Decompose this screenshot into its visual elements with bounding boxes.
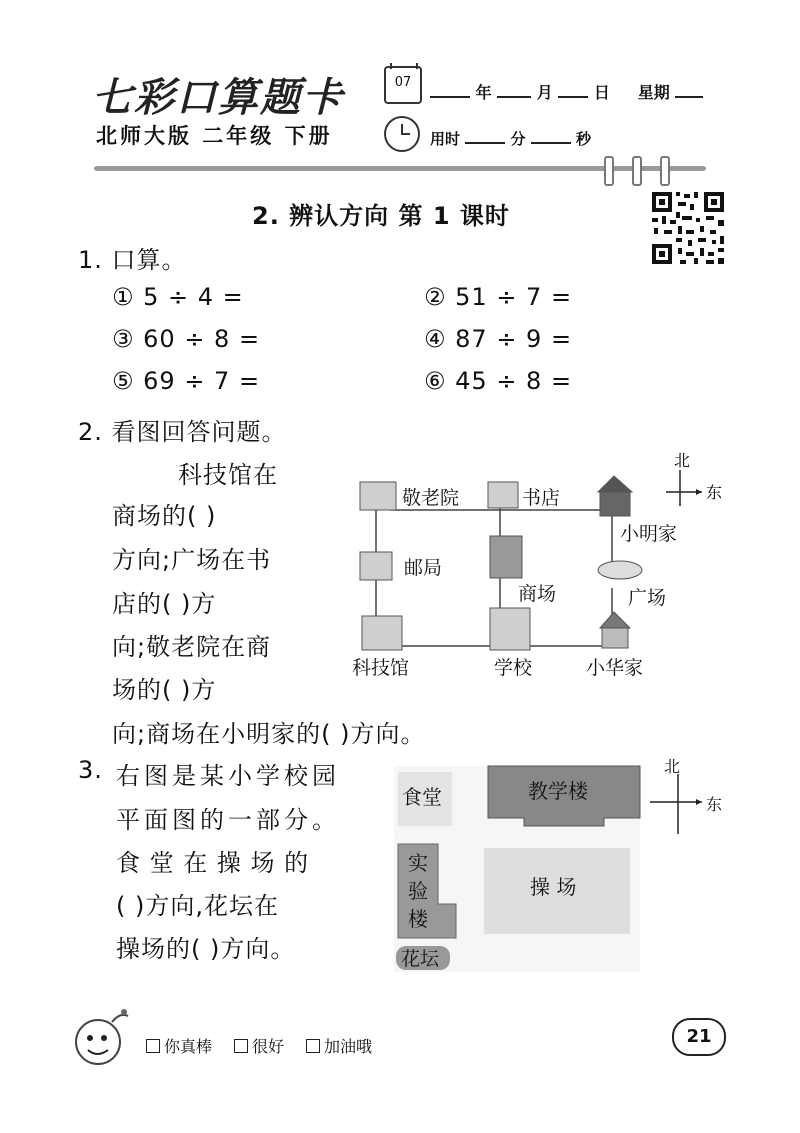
square-icon — [598, 561, 642, 579]
map-place-label: 广场 — [628, 587, 667, 609]
q1-heading: 1. 口算。 — [78, 246, 187, 274]
calendar-icon — [384, 66, 422, 104]
q1-item: ⑤ 69 ÷ 7 = — [112, 367, 261, 395]
lab-building-label: 验 — [408, 879, 428, 903]
map-place-label: 科技馆 — [352, 657, 410, 679]
xiaohua-home-icon — [602, 628, 628, 648]
direction-map — [350, 448, 730, 688]
compass-icon — [666, 470, 702, 506]
edition-label: 北师大版 二年级 下册 — [96, 124, 333, 148]
lab-building-label: 实 — [408, 851, 428, 875]
q2-line: 商场的( ) — [112, 502, 217, 530]
date-line — [430, 80, 703, 103]
flower-bed-label: 花坛 — [401, 948, 440, 970]
q1-item: ① 5 ÷ 4 = — [112, 283, 244, 311]
time-min-label: 分 — [510, 130, 526, 148]
q2-line: 店的( )方 — [112, 590, 217, 618]
rating-option[interactable] — [234, 1034, 284, 1057]
xiaoming-home-icon — [600, 492, 630, 516]
date-year-label: 年 — [475, 83, 492, 102]
map-place-label: 邮局 — [404, 557, 443, 579]
header-rule — [94, 166, 706, 171]
q3-number: 3. — [78, 756, 103, 784]
q1-item: ③ 60 ÷ 8 = — [112, 325, 261, 353]
map-east-label: 东 — [706, 483, 723, 502]
checkbox-icon[interactable] — [146, 1039, 160, 1053]
lesson-title: 2. 辨认方向 第 1 课时 — [252, 202, 510, 230]
rating-option[interactable] — [306, 1034, 372, 1057]
plan-east-label: 东 — [706, 795, 723, 814]
time-line — [430, 128, 591, 149]
q2-line: 向;敬老院在商 — [112, 633, 272, 661]
home-roof-icon — [598, 476, 632, 492]
q2-line: 向;商场在小明家的( )方向。 — [112, 720, 426, 748]
brand-logo: 七彩口算题卡 — [92, 74, 344, 121]
cartoon-mascot-icon — [64, 1004, 134, 1074]
spiral-ring — [632, 156, 642, 186]
q1-item: ⑥ 45 ÷ 8 = — [424, 367, 573, 395]
lab-building-label: 楼 — [408, 907, 428, 931]
canteen-label: 食堂 — [402, 785, 442, 809]
checkbox-icon[interactable] — [306, 1039, 320, 1053]
map-place-label: 学校 — [494, 657, 533, 679]
plan-north-label: 北 — [664, 757, 681, 776]
qr-code-icon — [650, 190, 726, 266]
rating-option[interactable] — [146, 1034, 212, 1057]
q3-line: 右图是某小学校园 — [116, 762, 340, 790]
q3-line: 平面图的一部分。 — [116, 806, 340, 834]
spiral-ring — [604, 156, 614, 186]
mall-icon — [490, 536, 522, 578]
q1-item: ④ 87 ÷ 9 = — [424, 325, 573, 353]
map-place-label: 敬老院 — [402, 487, 460, 509]
checkbox-icon[interactable] — [234, 1039, 248, 1053]
date-month-label: 月 — [536, 83, 553, 102]
q3-line: ( )方向,花坛在 — [116, 892, 279, 920]
date-weekday-label: 星期 — [637, 83, 670, 102]
map-place-label: 书店 — [522, 487, 561, 509]
map-place-label: 小华家 — [586, 657, 644, 679]
q2-heading: 2. 看图回答问题。 — [78, 418, 287, 446]
house-roof-icon — [600, 612, 630, 628]
map-north-label: 北 — [674, 451, 691, 470]
clock-icon — [384, 116, 420, 152]
science-museum-icon — [362, 616, 402, 650]
q2-line: 科技馆在 — [178, 461, 278, 489]
page-number: 21 — [672, 1018, 726, 1056]
time-sec-label: 秒 — [575, 130, 591, 148]
teaching-building-label: 教学楼 — [528, 779, 588, 803]
q3-line: 食 堂 在 操 场 的 — [116, 849, 310, 877]
q1-item: ② 51 ÷ 7 = — [424, 283, 573, 311]
map-place-label: 商场 — [518, 583, 557, 605]
time-label: 用时 — [430, 130, 461, 148]
map-place-label: 小明家 — [620, 523, 678, 545]
post-office-icon — [360, 552, 392, 580]
date-day-label: 日 — [593, 83, 610, 102]
playground-label: 操 场 — [530, 875, 577, 899]
school-icon — [490, 608, 530, 650]
q3-line: 操场的( )方向。 — [116, 935, 296, 963]
nursing-home-icon — [360, 482, 396, 510]
q2-line: 方向;广场在书 — [112, 546, 272, 574]
bookstore-icon — [488, 482, 518, 508]
rating-label: 你真棒 — [164, 1037, 213, 1056]
calendar-day: 07 — [394, 75, 412, 90]
rating-label: 很好 — [252, 1037, 285, 1056]
compass-icon — [650, 774, 702, 834]
rating-label: 加油哦 — [324, 1037, 373, 1056]
q2-line: 场的( )方 — [112, 676, 217, 704]
spiral-ring — [660, 156, 670, 186]
campus-plan — [392, 752, 730, 974]
